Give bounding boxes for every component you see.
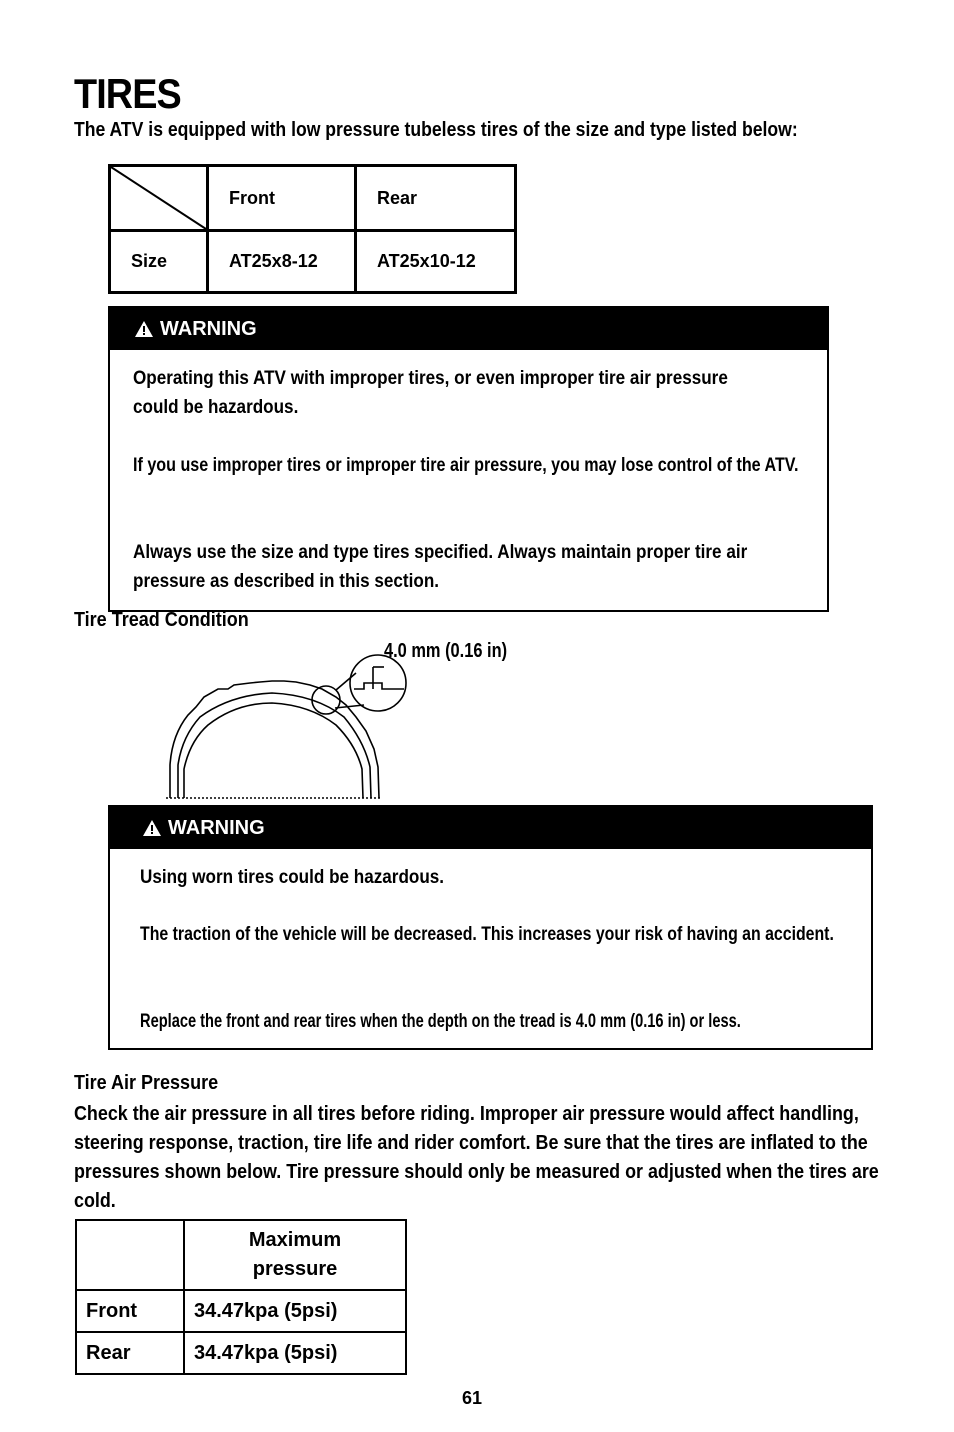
warning-paragraph: Always use the size and type tires specified. Always maintain proper tire air pressure as described in this section. — [133, 542, 748, 592]
warning-paragraph: If you use improper tires or improper tire air pressure, you may lose control of the ATV. — [133, 455, 799, 476]
page-number: 61 — [462, 1388, 483, 1408]
warning-paragraph: Replace the front and rear tires when the depth on the tread is 4.0 mm (0.16 in) or less. — [140, 1011, 741, 1032]
table-row — [76, 1290, 406, 1332]
tire-size-table — [108, 164, 517, 294]
warning-header — [110, 308, 827, 350]
column-header-front: Front — [208, 166, 356, 231]
warning-triangle-icon — [134, 320, 154, 338]
row-label: Front — [76, 1290, 184, 1332]
pressure-table — [75, 1219, 407, 1375]
tread-heading: Tire Tread Condition — [74, 609, 249, 631]
warning-paragraph: Using worn tires could be hazardous. — [140, 867, 445, 888]
column-header-maximum-pressure — [184, 1220, 406, 1290]
warning-label: WARNING — [168, 816, 265, 839]
row-label: Rear — [76, 1332, 184, 1374]
warning-paragraph: The traction of the vehicle will be decreased. This increases your risk of having an accident. — [140, 924, 834, 945]
empty-header-cell — [76, 1220, 184, 1290]
intro-text: The ATV is equipped with low pressure tubeless tires of the size and type listed below: — [74, 119, 798, 141]
warning-header — [110, 807, 871, 849]
air-pressure-paragraph: Check the air pressure in all tires before riding. Improper air pressure would affect handling, steering response, traction, tire life and rider comfort. Be sure that the tires are inflated to the pressures shown below. Tire pressure should only be measured or adjusted when the tires are cold. — [74, 1103, 879, 1212]
page-title: TIRES — [74, 70, 181, 117]
column-header-rear: Rear — [356, 166, 516, 231]
rear-size-value: AT25x10-12 — [356, 231, 516, 293]
warning-box-worn-tires — [108, 805, 873, 1050]
empty-corner-cell — [110, 166, 208, 231]
pressure-value: 34.47kpa (5psi) — [184, 1332, 406, 1374]
warning-label: WARNING — [160, 317, 257, 340]
warning-paragraph: Operating this ATV with improper tires, or even improper tire air pressure could be hazardous. — [133, 368, 728, 418]
diagonal-line — [111, 167, 206, 229]
row-label-size: Size — [110, 231, 208, 293]
air-pressure-heading: Tire Air Pressure — [74, 1072, 219, 1094]
tire-tread-figure — [160, 645, 440, 803]
front-size-value: AT25x8-12 — [208, 231, 356, 293]
tread-depth-label: 4.0 mm (0.16 in) — [384, 640, 508, 662]
warning-triangle-icon — [142, 819, 162, 837]
maximum-pressure-label: Maximum pressure — [248, 1229, 342, 1280]
table-row — [76, 1332, 406, 1374]
pressure-value: 34.47kpa (5psi) — [184, 1290, 406, 1332]
warning-box-tires — [108, 306, 829, 612]
